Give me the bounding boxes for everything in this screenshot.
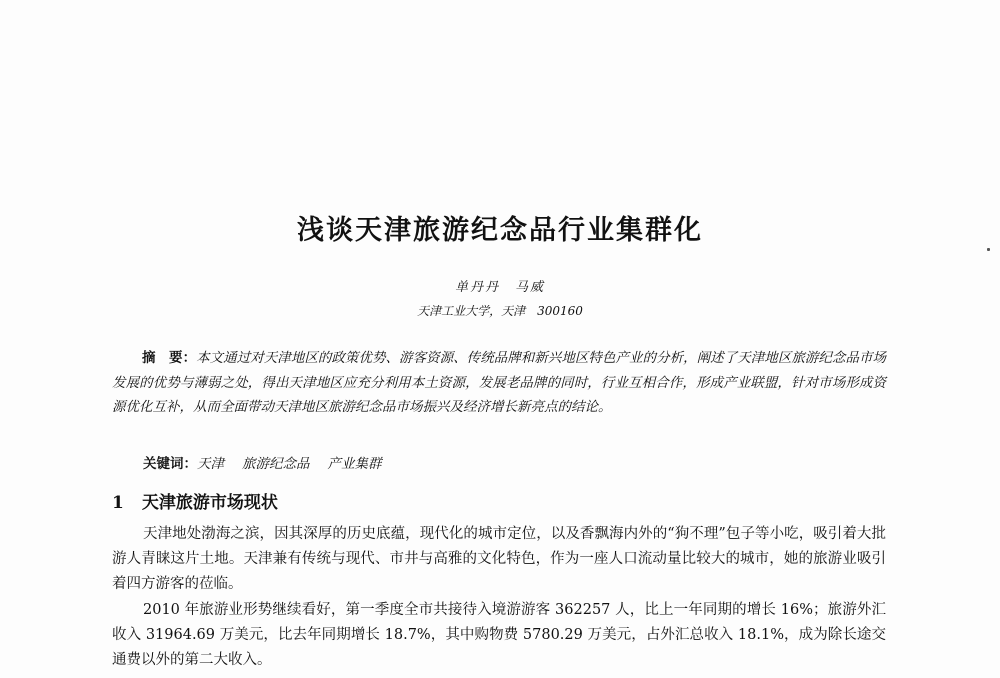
scan-speck [987, 248, 990, 251]
paragraph-text: 2010 年旅游业形势继续看好，第一季度全市共接待入境游游客 362257 人，比上一年同期的增长 16%；旅游外汇收入 31964.69 万美元，比去年同期增长 18.7%，其中购物费 5780.29 万美元，占外汇总收入 18.1%，成为除长途交通费以外的第二大收入。 [112, 602, 886, 668]
keyword-item: 天津 [197, 456, 224, 472]
section-heading [112, 488, 278, 513]
keywords-label: 关键词： [143, 456, 197, 472]
abstract-text: 本文通过对天津地区的政策优势、游客资源、传统品牌和新兴地区特色产业的分析，阐述了天津地区旅游纪念品市场发展的优势与薄弱之处，得出天津地区应充分利用本土资源，发展老品牌的同时，行业互相合作，形成产业联盟，针对市场形成资源优化互补，从而全面带动天津地区旅游纪念品市场振兴及经济增长新亮点的结论。 [112, 350, 887, 415]
body-paragraph [112, 598, 886, 672]
abstract-label: 摘 要： [142, 350, 197, 366]
section-number: 1 [112, 493, 124, 513]
paper-affiliation: 天津工业大学，天津 300160 [417, 304, 583, 318]
keywords [143, 452, 400, 472]
body-paragraph [112, 522, 886, 596]
abstract [112, 346, 886, 420]
paragraph-text: 天津地处渤海之滨，因其深厚的历史底蕴，现代化的城市定位，以及香飘海内外的“狗不理”包子等小吃，吸引着大批游人青睐这片土地。天津兼有传统与现代、市井与高雅的文化特色，作为一座人口流动量比较大的城市，她的旅游业吸引着四方游客的莅临。 [112, 526, 886, 592]
paper-title: 浅谈天津旅游纪念品行业集群化 [297, 215, 703, 246]
keyword-item: 旅游纪念品 [242, 456, 310, 472]
keyword-item: 产业集群 [327, 456, 382, 472]
section-title: 天津旅游市场现状 [141, 493, 278, 513]
paper-authors: 单丹丹 马威 [454, 280, 545, 295]
